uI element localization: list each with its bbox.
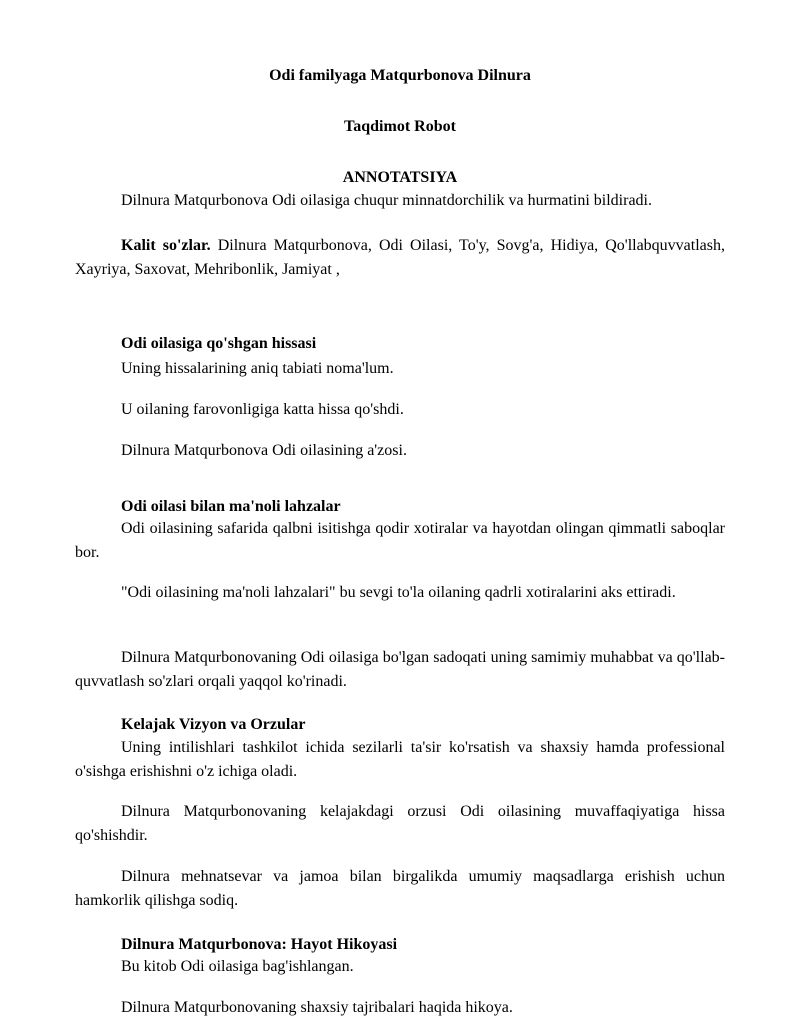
section-paragraph: Uning intilishlari tashkilot ichida sezilarli ta'sir ko'rsatish va shaxsiy hamda professional o'sishga erishishni o'z ichiga oladi.: [75, 739, 725, 780]
section-paragraph: Dilnura Matqurbonovaning Odi oilasiga bo'lgan sadoqati uning samimiy muhabbat va qo'llab-quvvatlash so'zlari orqali yaqqol ko'rinadi.: [75, 649, 725, 690]
annotation-text: Dilnura Matqurbonova Odi oilasiga chuqur minnatdorchilik va hurmatini bildiradi.: [121, 192, 652, 209]
section-paragraph: Dilnura Matqurbonovaning shaxsiy tajribalari haqida hikoya.: [121, 999, 513, 1016]
section-paragraph: Bu kitob Odi oilasiga bag'ishlangan.: [121, 958, 354, 975]
section-paragraph: Dilnura mehnatsevar va jamoa bilan birgalikda umumiy maqsadlarga erishish uchun hamkorlik qilishga sodiq.: [75, 868, 725, 909]
section-paragraph: Uning hissalarining aniq tabiati noma'lum.: [121, 360, 394, 377]
document-subtitle: Taqdimot Robot: [344, 118, 456, 135]
keywords-text: Dilnura Matqurbonova, Odi Oilasi, To'y, Sovg'a, Hidiya, Qo'llabquvvatlash, Xayriya, Saxovat, Mehribonlik, Jamiyat ,: [75, 237, 726, 278]
section-paragraph: Odi oilasining safarida qalbni isitishga qodir xotiralar va hayotdan olingan qimmatli saboqlar bor.: [75, 520, 725, 561]
keywords-paragraph: [75, 234, 725, 282]
annotation-title: ANNOTATSIYA: [342, 169, 458, 186]
section-paragraph: Dilnura Matqurbonova Odi oilasining a'zosi.: [121, 442, 407, 459]
section-paragraph: "Odi oilasining ma'noli lahzalari" bu sevgi to'la oilaning qadrli xotiralarini aks ettiradi.: [121, 584, 676, 601]
section-paragraph: U oilaning farovonligiga katta hissa qo'shdi.: [121, 401, 404, 418]
keywords-label: Kalit so'zlar.: [121, 237, 211, 254]
section-paragraph: Dilnura Matqurbonovaning kelajakdagi orzusi Odi oilasining muvaffaqiyatiga hissa qo'shishdir.: [75, 803, 725, 844]
section-heading: Dilnura Matqurbonova: Hayot Hikoyasi: [121, 936, 398, 953]
document-page: [75, 0, 725, 1035]
section-heading: Odi oilasi bilan ma'noli lahzalar: [121, 498, 341, 515]
document-title: Odi familyaga Matqurbonova Dilnura: [269, 67, 531, 84]
section-heading: Kelajak Vizyon va Orzular: [121, 716, 306, 733]
section-heading: Odi oilasiga qo'shgan hissasi: [121, 335, 317, 352]
